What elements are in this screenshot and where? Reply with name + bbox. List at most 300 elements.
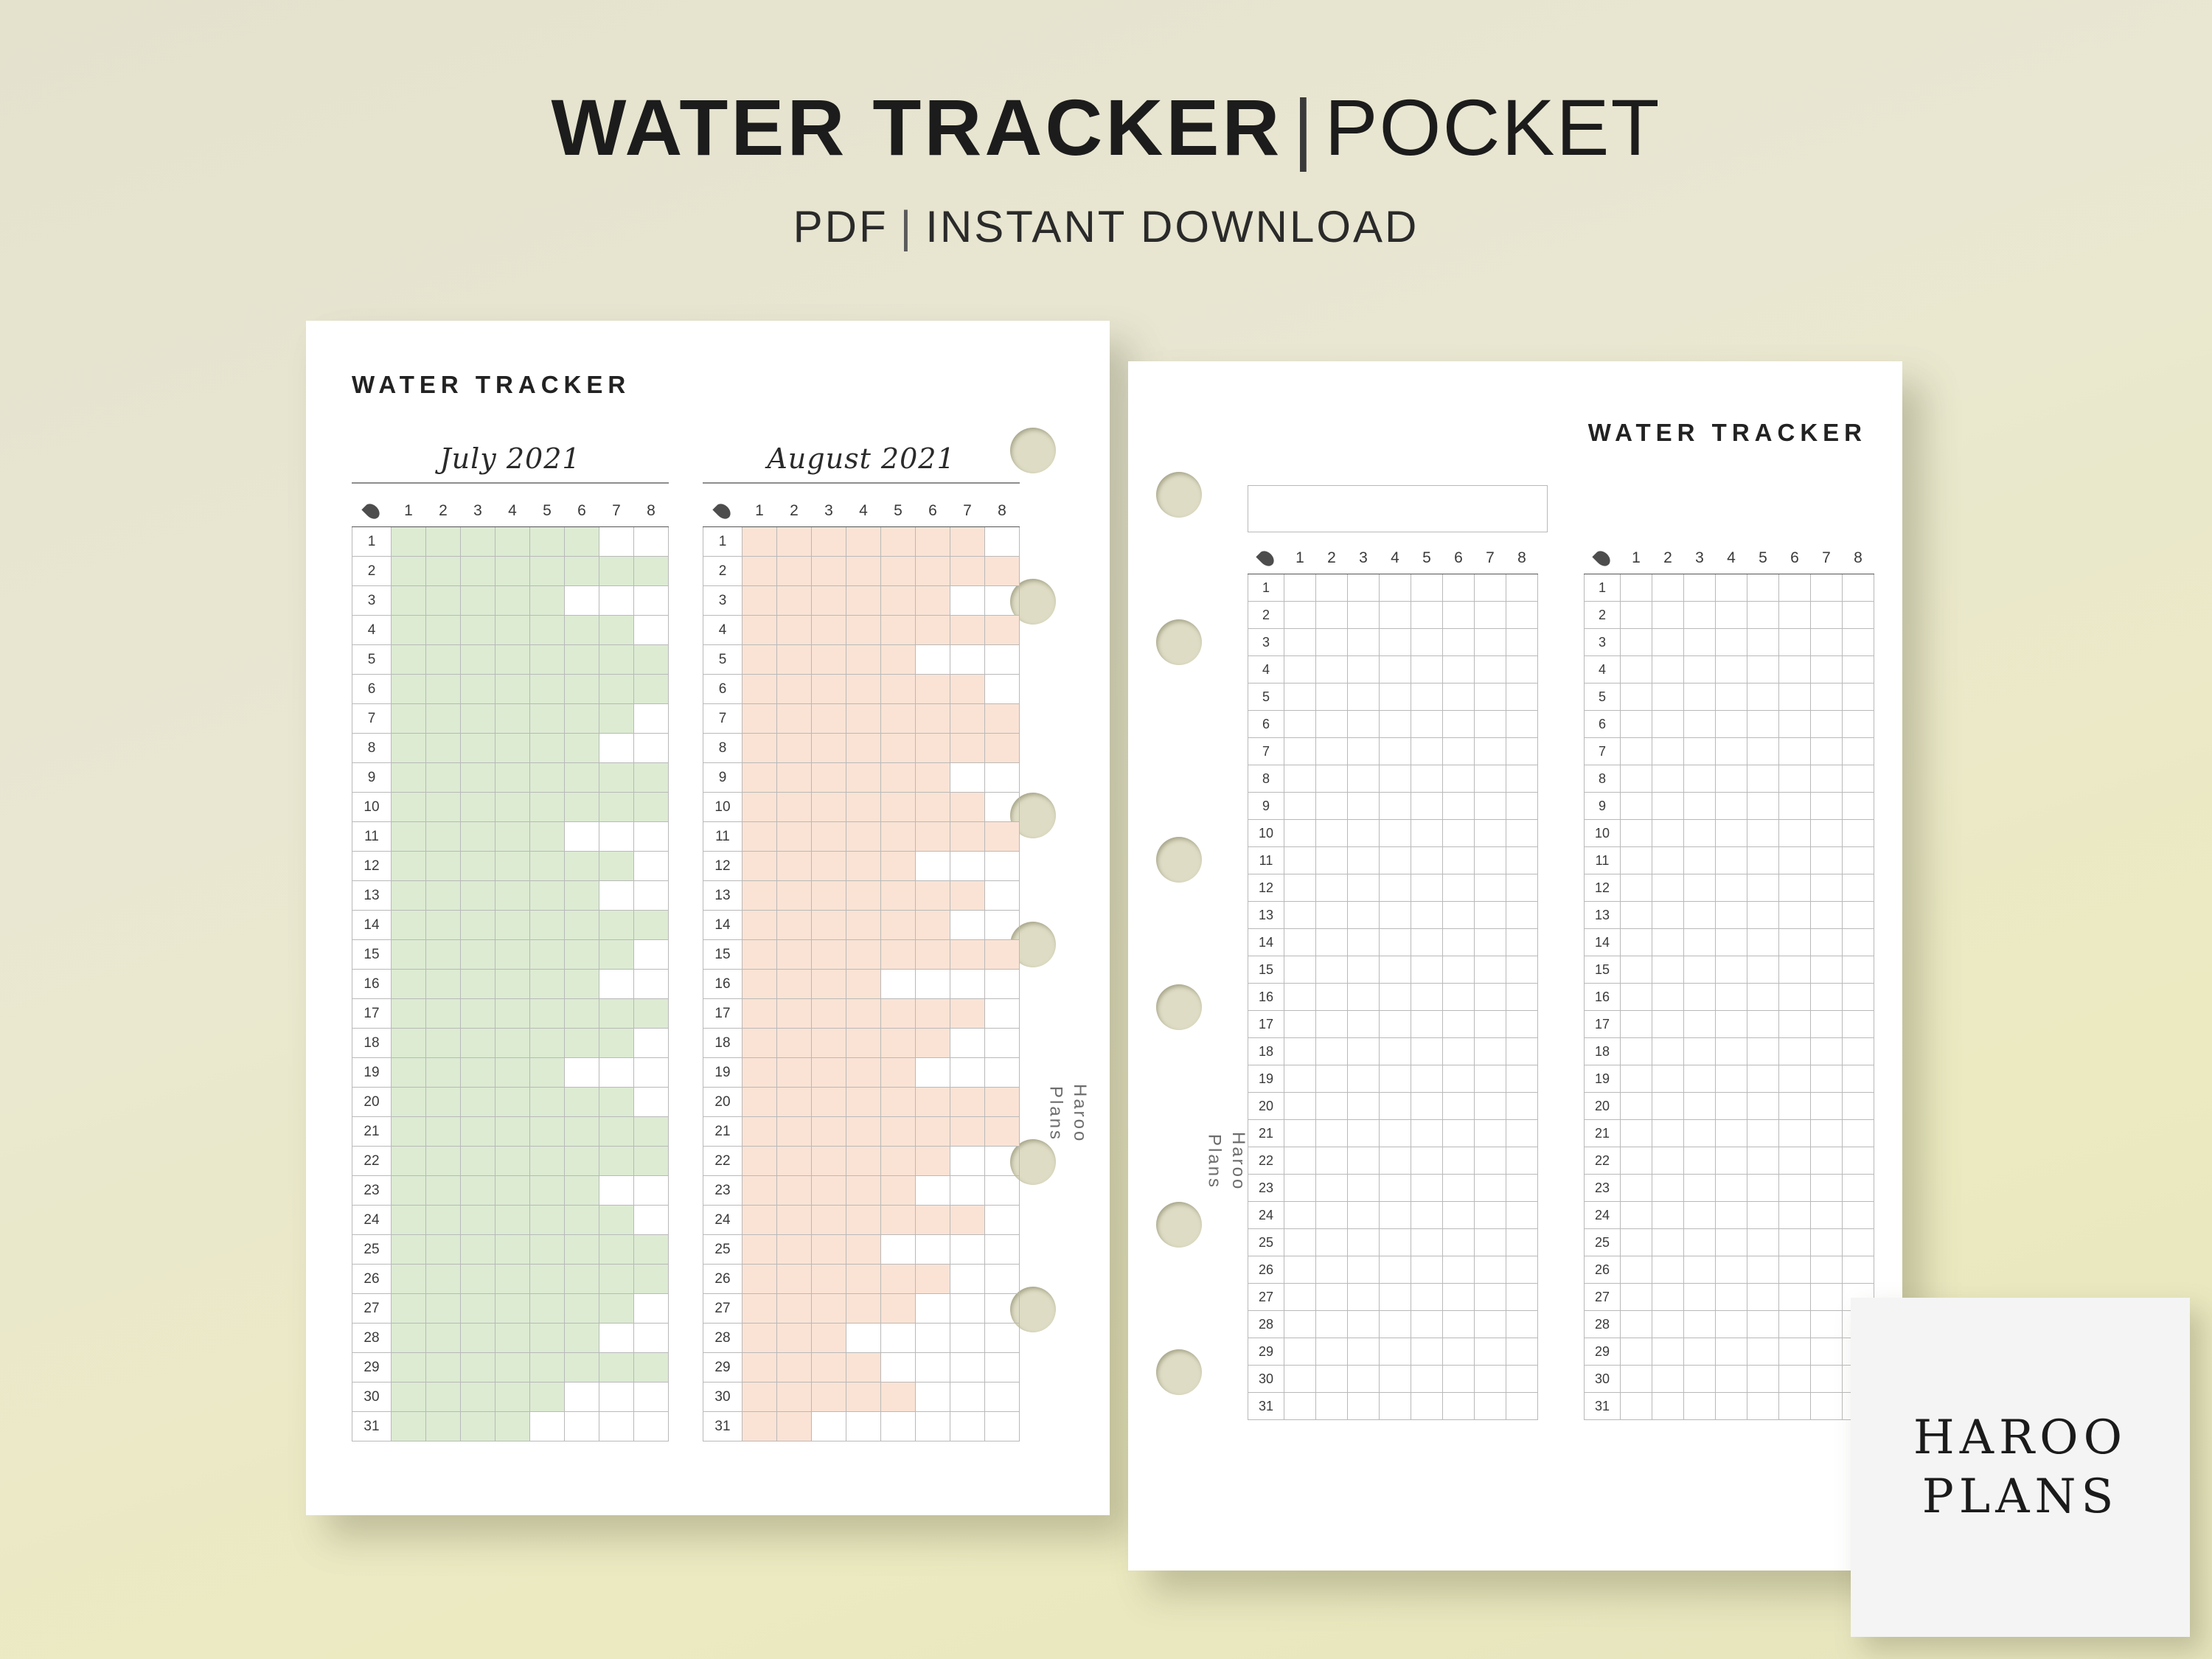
tracker-cell[interactable] xyxy=(1506,1120,1538,1147)
tracker-cell[interactable] xyxy=(1380,602,1411,629)
tracker-cell[interactable] xyxy=(881,1412,916,1441)
tracker-cell[interactable] xyxy=(1621,1175,1652,1202)
tracker-cell[interactable] xyxy=(599,1058,634,1088)
tracker-cell[interactable] xyxy=(916,1058,950,1088)
tracker-cell[interactable] xyxy=(1621,574,1652,602)
tracker-cell[interactable] xyxy=(812,1265,846,1294)
tracker-cell[interactable] xyxy=(1475,1311,1506,1338)
tracker-cell[interactable] xyxy=(1716,684,1747,711)
tracker-cell[interactable] xyxy=(1443,1338,1475,1366)
tracker-cell[interactable] xyxy=(565,852,599,881)
tracker-cell[interactable] xyxy=(1411,574,1443,602)
tracker-cell[interactable] xyxy=(1843,984,1874,1011)
tracker-cell[interactable] xyxy=(1716,984,1747,1011)
tracker-cell[interactable] xyxy=(1779,1284,1811,1311)
tracker-cell[interactable] xyxy=(812,1353,846,1382)
tracker-cell[interactable] xyxy=(565,1117,599,1147)
tracker-cell[interactable] xyxy=(1652,1284,1684,1311)
tracker-cell[interactable] xyxy=(777,970,812,999)
tracker-cell[interactable] xyxy=(530,1058,565,1088)
tracker-cell[interactable] xyxy=(1779,738,1811,765)
tracker-cell[interactable] xyxy=(1811,1147,1843,1175)
tracker-cell[interactable] xyxy=(1316,1366,1348,1393)
tracker-cell[interactable] xyxy=(634,1412,669,1441)
tracker-cell[interactable] xyxy=(599,1029,634,1058)
tracker-cell[interactable] xyxy=(1506,1338,1538,1366)
tracker-cell[interactable] xyxy=(881,527,916,557)
tracker-cell[interactable] xyxy=(1475,602,1506,629)
tracker-cell[interactable] xyxy=(1652,684,1684,711)
tracker-cell[interactable] xyxy=(1716,711,1747,738)
tracker-cell[interactable] xyxy=(1779,1256,1811,1284)
tracker-cell[interactable] xyxy=(1684,1338,1716,1366)
tracker-cell[interactable] xyxy=(846,1235,881,1265)
tracker-cell[interactable] xyxy=(1411,711,1443,738)
tracker-cell[interactable] xyxy=(565,1265,599,1294)
tracker-cell[interactable] xyxy=(1380,1366,1411,1393)
tracker-cell[interactable] xyxy=(530,822,565,852)
tracker-cell[interactable] xyxy=(426,527,461,557)
tracker-cell[interactable] xyxy=(1380,874,1411,902)
tracker-cell[interactable] xyxy=(1716,874,1747,902)
tracker-cell[interactable] xyxy=(1506,1366,1538,1393)
tracker-cell[interactable] xyxy=(985,1382,1020,1412)
tracker-cell[interactable] xyxy=(1843,684,1874,711)
tracker-cell[interactable] xyxy=(1652,574,1684,602)
tracker-cell[interactable] xyxy=(1621,684,1652,711)
tracker-cell[interactable] xyxy=(1621,984,1652,1011)
tracker-cell[interactable] xyxy=(1284,738,1316,765)
tracker-cell[interactable] xyxy=(1506,738,1538,765)
tracker-cell[interactable] xyxy=(881,763,916,793)
tracker-cell[interactable] xyxy=(1621,738,1652,765)
tracker-cell[interactable] xyxy=(812,852,846,881)
tracker-cell[interactable] xyxy=(1843,1147,1874,1175)
tracker-cell[interactable] xyxy=(846,1353,881,1382)
tracker-cell[interactable] xyxy=(1411,1202,1443,1229)
tracker-cell[interactable] xyxy=(812,704,846,734)
tracker-cell[interactable] xyxy=(392,763,426,793)
tracker-cell[interactable] xyxy=(1475,902,1506,929)
tracker-cell[interactable] xyxy=(1747,738,1779,765)
tracker-cell[interactable] xyxy=(530,616,565,645)
tracker-cell[interactable] xyxy=(461,1382,495,1412)
tracker-cell[interactable] xyxy=(1811,984,1843,1011)
tracker-cell[interactable] xyxy=(950,1058,985,1088)
tracker-cell[interactable] xyxy=(599,586,634,616)
tracker-cell[interactable] xyxy=(1811,629,1843,656)
tracker-cell[interactable] xyxy=(1475,984,1506,1011)
tracker-cell[interactable] xyxy=(1779,1338,1811,1366)
tracker-cell[interactable] xyxy=(495,1206,530,1235)
tracker-cell[interactable] xyxy=(777,704,812,734)
tracker-cell[interactable] xyxy=(1779,1229,1811,1256)
tracker-cell[interactable] xyxy=(1411,1011,1443,1038)
tracker-cell[interactable] xyxy=(950,1206,985,1235)
tracker-cell[interactable] xyxy=(1284,1229,1316,1256)
tracker-cell[interactable] xyxy=(426,852,461,881)
tracker-cell[interactable] xyxy=(392,1294,426,1324)
tracker-cell[interactable] xyxy=(985,1029,1020,1058)
tracker-cell[interactable] xyxy=(1779,1366,1811,1393)
tracker-cell[interactable] xyxy=(1443,1256,1475,1284)
tracker-cell[interactable] xyxy=(634,586,669,616)
tracker-cell[interactable] xyxy=(1443,602,1475,629)
tracker-cell[interactable] xyxy=(1284,574,1316,602)
tracker-cell[interactable] xyxy=(1716,765,1747,793)
tracker-cell[interactable] xyxy=(1747,1366,1779,1393)
tracker-cell[interactable] xyxy=(950,1265,985,1294)
tracker-cell[interactable] xyxy=(1411,847,1443,874)
tracker-cell[interactable] xyxy=(1747,902,1779,929)
tracker-cell[interactable] xyxy=(1443,765,1475,793)
tracker-cell[interactable] xyxy=(881,1265,916,1294)
tracker-cell[interactable] xyxy=(1380,1311,1411,1338)
tracker-cell[interactable] xyxy=(634,1058,669,1088)
tracker-cell[interactable] xyxy=(846,557,881,586)
tracker-cell[interactable] xyxy=(1652,956,1684,984)
tracker-cell[interactable] xyxy=(846,852,881,881)
tracker-cell[interactable] xyxy=(985,704,1020,734)
tracker-cell[interactable] xyxy=(1284,602,1316,629)
tracker-cell[interactable] xyxy=(881,881,916,911)
tracker-cell[interactable] xyxy=(634,1265,669,1294)
tracker-cell[interactable] xyxy=(881,586,916,616)
tracker-cell[interactable] xyxy=(392,1088,426,1117)
tracker-cell[interactable] xyxy=(881,645,916,675)
tracker-cell[interactable] xyxy=(985,1294,1020,1324)
tracker-cell[interactable] xyxy=(1411,984,1443,1011)
tracker-cell[interactable] xyxy=(881,557,916,586)
tracker-cell[interactable] xyxy=(812,1412,846,1441)
tracker-cell[interactable] xyxy=(1779,874,1811,902)
tracker-cell[interactable] xyxy=(1475,847,1506,874)
tracker-cell[interactable] xyxy=(599,999,634,1029)
tracker-cell[interactable] xyxy=(1411,1175,1443,1202)
tracker-cell[interactable] xyxy=(1811,847,1843,874)
tracker-cell[interactable] xyxy=(812,940,846,970)
tracker-cell[interactable] xyxy=(916,852,950,881)
tracker-cell[interactable] xyxy=(916,616,950,645)
tracker-cell[interactable] xyxy=(1443,1393,1475,1420)
tracker-cell[interactable] xyxy=(461,1324,495,1353)
tracker-cell[interactable] xyxy=(1348,1065,1380,1093)
tracker-cell[interactable] xyxy=(634,999,669,1029)
tracker-cell[interactable] xyxy=(599,527,634,557)
tracker-cell[interactable] xyxy=(426,1294,461,1324)
tracker-cell[interactable] xyxy=(1684,656,1716,684)
tracker-cell[interactable] xyxy=(392,852,426,881)
tracker-cell[interactable] xyxy=(881,1294,916,1324)
tracker-cell[interactable] xyxy=(1811,765,1843,793)
tracker-cell[interactable] xyxy=(1380,711,1411,738)
tracker-cell[interactable] xyxy=(1716,956,1747,984)
tracker-cell[interactable] xyxy=(1779,1147,1811,1175)
tracker-cell[interactable] xyxy=(950,527,985,557)
tracker-cell[interactable] xyxy=(1621,1366,1652,1393)
tracker-cell[interactable] xyxy=(916,1382,950,1412)
tracker-cell[interactable] xyxy=(1652,629,1684,656)
tracker-cell[interactable] xyxy=(634,557,669,586)
tracker-cell[interactable] xyxy=(812,586,846,616)
tracker-cell[interactable] xyxy=(495,1353,530,1382)
tracker-cell[interactable] xyxy=(1779,1065,1811,1093)
tracker-cell[interactable] xyxy=(495,1088,530,1117)
tracker-cell[interactable] xyxy=(777,1412,812,1441)
tracker-cell[interactable] xyxy=(1348,820,1380,847)
tracker-cell[interactable] xyxy=(881,1206,916,1235)
tracker-cell[interactable] xyxy=(1684,902,1716,929)
tracker-cell[interactable] xyxy=(634,704,669,734)
tracker-cell[interactable] xyxy=(777,1382,812,1412)
tracker-cell[interactable] xyxy=(1747,1202,1779,1229)
tracker-cell[interactable] xyxy=(881,911,916,940)
tracker-cell[interactable] xyxy=(950,999,985,1029)
tracker-cell[interactable] xyxy=(599,970,634,999)
tracker-cell[interactable] xyxy=(426,1382,461,1412)
tracker-cell[interactable] xyxy=(1811,1393,1843,1420)
tracker-cell[interactable] xyxy=(1443,874,1475,902)
tracker-cell[interactable] xyxy=(599,1382,634,1412)
tracker-cell[interactable] xyxy=(1716,1202,1747,1229)
tracker-cell[interactable] xyxy=(634,793,669,822)
tracker-cell[interactable] xyxy=(1652,1011,1684,1038)
tracker-cell[interactable] xyxy=(1779,1202,1811,1229)
tracker-cell[interactable] xyxy=(1284,902,1316,929)
tracker-cell[interactable] xyxy=(461,1029,495,1058)
tracker-cell[interactable] xyxy=(985,1235,1020,1265)
tracker-cell[interactable] xyxy=(1348,711,1380,738)
tracker-cell[interactable] xyxy=(565,793,599,822)
tracker-cell[interactable] xyxy=(461,1088,495,1117)
tracker-cell[interactable] xyxy=(392,675,426,704)
tracker-cell[interactable] xyxy=(1443,1311,1475,1338)
tracker-cell[interactable] xyxy=(495,1412,530,1441)
tracker-cell[interactable] xyxy=(461,1147,495,1176)
tracker-cell[interactable] xyxy=(1811,1338,1843,1366)
tracker-cell[interactable] xyxy=(846,1412,881,1441)
tracker-table-blank-1[interactable] xyxy=(1248,543,1538,1420)
tracker-cell[interactable] xyxy=(1284,684,1316,711)
tracker-cell[interactable] xyxy=(742,970,777,999)
tracker-cell[interactable] xyxy=(634,616,669,645)
tracker-cell[interactable] xyxy=(1411,1256,1443,1284)
tracker-cell[interactable] xyxy=(1316,1120,1348,1147)
tracker-cell[interactable] xyxy=(1475,711,1506,738)
tracker-cell[interactable] xyxy=(1779,820,1811,847)
tracker-cell[interactable] xyxy=(1380,902,1411,929)
tracker-cell[interactable] xyxy=(1779,1011,1811,1038)
tracker-cell[interactable] xyxy=(1411,902,1443,929)
note-box-blank-1[interactable] xyxy=(1248,485,1548,532)
tracker-cell[interactable] xyxy=(985,1206,1020,1235)
tracker-cell[interactable] xyxy=(426,1324,461,1353)
tracker-table-blank-2[interactable] xyxy=(1584,543,1874,1420)
tracker-cell[interactable] xyxy=(599,763,634,793)
tracker-cell[interactable] xyxy=(1843,874,1874,902)
tracker-cell[interactable] xyxy=(846,1176,881,1206)
tracker-cell[interactable] xyxy=(985,734,1020,763)
tracker-cell[interactable] xyxy=(1316,984,1348,1011)
tracker-cell[interactable] xyxy=(495,1382,530,1412)
tracker-cell[interactable] xyxy=(461,527,495,557)
tracker-cell[interactable] xyxy=(916,1235,950,1265)
tracker-cell[interactable] xyxy=(1621,1311,1652,1338)
tracker-cell[interactable] xyxy=(1779,902,1811,929)
tracker-cell[interactable] xyxy=(426,911,461,940)
tracker-cell[interactable] xyxy=(1779,1393,1811,1420)
tracker-cell[interactable] xyxy=(1811,1065,1843,1093)
tracker-cell[interactable] xyxy=(1316,1147,1348,1175)
tracker-cell[interactable] xyxy=(1443,1011,1475,1038)
tracker-cell[interactable] xyxy=(1506,1393,1538,1420)
tracker-cell[interactable] xyxy=(1811,1038,1843,1065)
tracker-cell[interactable] xyxy=(950,557,985,586)
tracker-cell[interactable] xyxy=(461,1117,495,1147)
tracker-cell[interactable] xyxy=(530,852,565,881)
tracker-cell[interactable] xyxy=(634,1029,669,1058)
tracker-cell[interactable] xyxy=(634,763,669,793)
tracker-cell[interactable] xyxy=(461,645,495,675)
tracker-cell[interactable] xyxy=(392,1147,426,1176)
tracker-cell[interactable] xyxy=(1284,1256,1316,1284)
tracker-cell[interactable] xyxy=(426,586,461,616)
tracker-cell[interactable] xyxy=(1284,711,1316,738)
tracker-cell[interactable] xyxy=(985,675,1020,704)
tracker-cell[interactable] xyxy=(916,1294,950,1324)
tracker-cell[interactable] xyxy=(599,1206,634,1235)
tracker-cell[interactable] xyxy=(1811,602,1843,629)
tracker-cell[interactable] xyxy=(1684,1393,1716,1420)
tracker-cell[interactable] xyxy=(495,557,530,586)
tracker-cell[interactable] xyxy=(846,1265,881,1294)
tracker-cell[interactable] xyxy=(1475,1393,1506,1420)
tracker-cell[interactable] xyxy=(1811,1256,1843,1284)
tracker-cell[interactable] xyxy=(812,1147,846,1176)
tracker-cell[interactable] xyxy=(916,557,950,586)
tracker-cell[interactable] xyxy=(1380,1256,1411,1284)
tracker-cell[interactable] xyxy=(1506,847,1538,874)
tracker-cell[interactable] xyxy=(1843,629,1874,656)
tracker-cell[interactable] xyxy=(881,616,916,645)
tracker-cell[interactable] xyxy=(1652,738,1684,765)
tracker-cell[interactable] xyxy=(742,557,777,586)
tracker-cell[interactable] xyxy=(985,1117,1020,1147)
tracker-cell[interactable] xyxy=(461,1265,495,1294)
tracker-cell[interactable] xyxy=(777,1147,812,1176)
tracker-cell[interactable] xyxy=(1843,738,1874,765)
tracker-cell[interactable] xyxy=(565,763,599,793)
tracker-cell[interactable] xyxy=(530,704,565,734)
tracker-cell[interactable] xyxy=(1747,1120,1779,1147)
tracker-cell[interactable] xyxy=(495,734,530,763)
tracker-cell[interactable] xyxy=(846,734,881,763)
tracker-cell[interactable] xyxy=(950,940,985,970)
tracker-cell[interactable] xyxy=(1316,1175,1348,1202)
tracker-cell[interactable] xyxy=(461,734,495,763)
tracker-cell[interactable] xyxy=(530,1206,565,1235)
tracker-cell[interactable] xyxy=(846,675,881,704)
tracker-cell[interactable] xyxy=(846,940,881,970)
tracker-cell[interactable] xyxy=(985,793,1020,822)
tracker-cell[interactable] xyxy=(530,793,565,822)
tracker-cell[interactable] xyxy=(1506,902,1538,929)
tracker-cell[interactable] xyxy=(777,1324,812,1353)
tracker-cell[interactable] xyxy=(916,793,950,822)
tracker-cell[interactable] xyxy=(1652,1311,1684,1338)
tracker-cell[interactable] xyxy=(1811,711,1843,738)
tracker-cell[interactable] xyxy=(846,1324,881,1353)
tracker-cell[interactable] xyxy=(1779,847,1811,874)
tracker-cell[interactable] xyxy=(392,704,426,734)
tracker-cell[interactable] xyxy=(530,1382,565,1412)
tracker-cell[interactable] xyxy=(812,675,846,704)
tracker-cell[interactable] xyxy=(777,527,812,557)
tracker-cell[interactable] xyxy=(1811,902,1843,929)
tracker-cell[interactable] xyxy=(777,999,812,1029)
tracker-cell[interactable] xyxy=(1411,1065,1443,1093)
tracker-cell[interactable] xyxy=(392,970,426,999)
tracker-cell[interactable] xyxy=(599,793,634,822)
tracker-cell[interactable] xyxy=(1684,1256,1716,1284)
tracker-cell[interactable] xyxy=(392,527,426,557)
tracker-cell[interactable] xyxy=(599,1088,634,1117)
tracker-cell[interactable] xyxy=(426,1147,461,1176)
tracker-cell[interactable] xyxy=(1621,1120,1652,1147)
tracker-cell[interactable] xyxy=(1506,602,1538,629)
tracker-cell[interactable] xyxy=(426,763,461,793)
tracker-cell[interactable] xyxy=(1843,711,1874,738)
tracker-cell[interactable] xyxy=(1316,1202,1348,1229)
tracker-cell[interactable] xyxy=(742,1206,777,1235)
tracker-cell[interactable] xyxy=(881,970,916,999)
tracker-cell[interactable] xyxy=(1380,956,1411,984)
tracker-cell[interactable] xyxy=(1316,738,1348,765)
tracker-cell[interactable] xyxy=(426,1412,461,1441)
tracker-cell[interactable] xyxy=(916,1353,950,1382)
tracker-cell[interactable] xyxy=(1443,574,1475,602)
tracker-cell[interactable] xyxy=(599,881,634,911)
tracker-cell[interactable] xyxy=(392,1353,426,1382)
tracker-cell[interactable] xyxy=(1316,765,1348,793)
tracker-cell[interactable] xyxy=(1747,929,1779,956)
tracker-cell[interactable] xyxy=(1747,1229,1779,1256)
tracker-cell[interactable] xyxy=(812,822,846,852)
tracker-cell[interactable] xyxy=(1380,984,1411,1011)
tracker-cell[interactable] xyxy=(461,557,495,586)
tracker-cell[interactable] xyxy=(916,763,950,793)
tracker-cell[interactable] xyxy=(777,852,812,881)
tracker-cell[interactable] xyxy=(1716,1011,1747,1038)
tracker-cell[interactable] xyxy=(777,881,812,911)
tracker-cell[interactable] xyxy=(565,1353,599,1382)
tracker-cell[interactable] xyxy=(1475,929,1506,956)
tracker-cell[interactable] xyxy=(1348,1147,1380,1175)
tracker-cell[interactable] xyxy=(1348,793,1380,820)
tracker-cell[interactable] xyxy=(881,940,916,970)
tracker-cell[interactable] xyxy=(1506,684,1538,711)
tracker-cell[interactable] xyxy=(1443,1284,1475,1311)
tracker-cell[interactable] xyxy=(1380,1147,1411,1175)
tracker-cell[interactable] xyxy=(1475,1065,1506,1093)
tracker-cell[interactable] xyxy=(1684,793,1716,820)
tracker-cell[interactable] xyxy=(1811,574,1843,602)
tracker-cell[interactable] xyxy=(530,1117,565,1147)
tracker-cell[interactable] xyxy=(950,675,985,704)
tracker-cell[interactable] xyxy=(916,881,950,911)
tracker-cell[interactable] xyxy=(742,675,777,704)
tracker-cell[interactable] xyxy=(495,616,530,645)
